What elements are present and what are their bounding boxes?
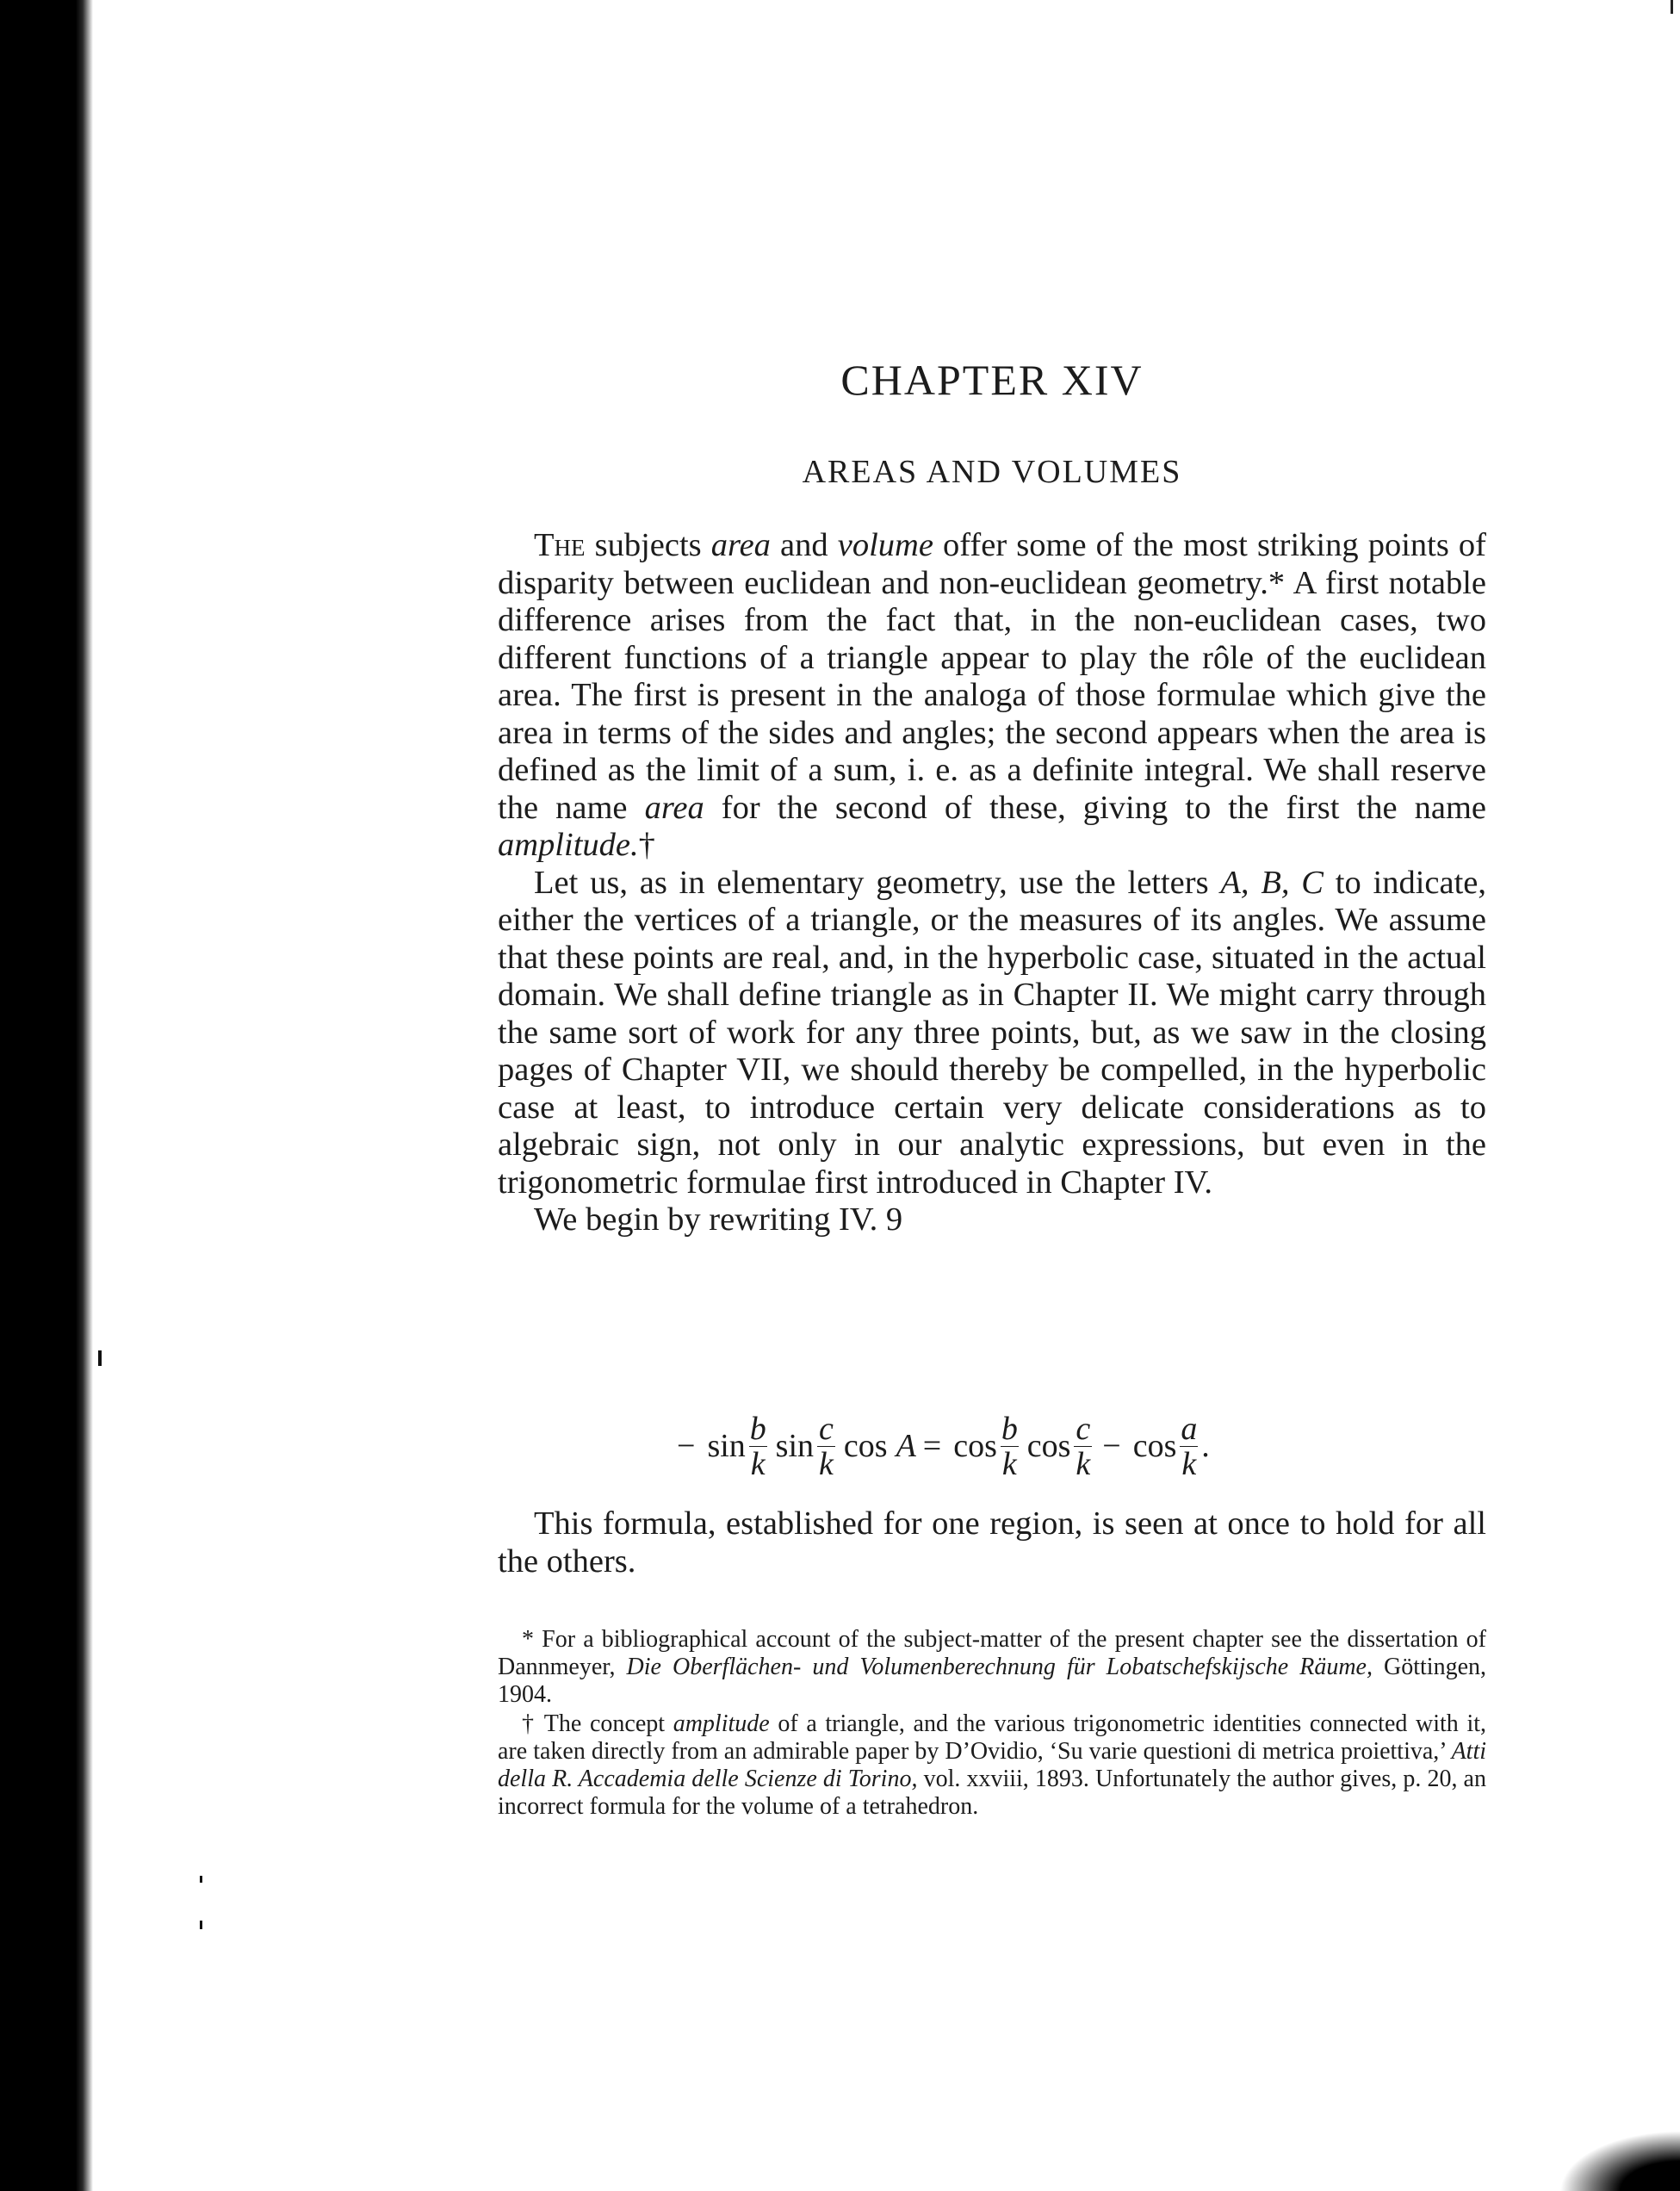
text-run: † The concept: [522, 1710, 666, 1737]
scan-edge-mark: [1671, 0, 1673, 14]
denominator: k: [1001, 1445, 1017, 1482]
math-cos: cos: [953, 1428, 997, 1464]
paragraph-3: We begin by rewriting IV. 9: [534, 1201, 903, 1238]
paragraph-4: This formula, established for one region, is seen at once to hold for all the others.: [498, 1505, 1486, 1580]
body-text: [498, 527, 1486, 1239]
denominator: k: [750, 1445, 766, 1482]
fraction-b-k: [1001, 1412, 1019, 1481]
denominator: k: [1076, 1445, 1091, 1482]
numerator: c: [819, 1410, 834, 1447]
chapter-subtitle: AREAS AND VOLUMES: [802, 454, 1182, 490]
text-run: * For a bibliographical account of the subject-matter of the present chapter see the dissertation of Dannmeyer,: [498, 1626, 1486, 1680]
math-letters: A, B, C: [1220, 864, 1324, 901]
denominator: k: [819, 1445, 834, 1482]
cited-title: Die Oberflächen- und Volumenberechnung für Lobatschefskijsche Räume,: [626, 1654, 1373, 1680]
numerator: a: [1181, 1410, 1198, 1447]
numerator: b: [1001, 1410, 1018, 1447]
denominator: k: [1181, 1445, 1197, 1482]
fraction-c-k: [1074, 1412, 1092, 1481]
numerator: c: [1076, 1410, 1091, 1447]
fraction-a-k: [1180, 1412, 1198, 1481]
text-run: vol. xxviii, 1893. Unfortunately the author gives, p. 20, an incorrect formula for the volume of a tetrahedron.: [498, 1766, 1486, 1820]
text-run: offer some of the most striking points of disparity between euclidean and non-euclidean geometry.* A first notable difference arises from the fact that, in the non-euclidean cases, two different functions of a triangle appear to play the rôle of the euclidean area. The first is present in the analoga of those formulae which give the area in terms of the sides and angles; the second appears when the area is defined as the limit of a sum, i. e. as a definite integral. We shall reserve the name: [498, 527, 1486, 826]
lead-word: The: [534, 527, 586, 563]
text-run: subjects: [594, 527, 702, 563]
footnotes: [498, 1626, 1486, 1822]
fraction-b-k: [749, 1412, 767, 1481]
emphasis-area: area: [644, 789, 704, 826]
chapter-heading: CHAPTER XIV: [840, 356, 1144, 404]
book-spine-shadow: [0, 0, 93, 2191]
math-equals: =: [922, 1428, 942, 1464]
fraction-c-k: [817, 1412, 835, 1481]
emphasis-amplitude: amplitude: [673, 1710, 770, 1737]
page-corner-shadow: [1559, 2131, 1680, 2191]
scan-speck: [200, 1876, 202, 1883]
numerator: b: [749, 1410, 766, 1447]
math-cos: cos: [1132, 1428, 1177, 1464]
text-run: to indicate, either the vertices of a triangle, or the measures of its angles. We assume that these points are real, and, in the hyperbolic case, situated in the actual domain. We shall define triangle as in Chapter II. We might carry through the same sort of work for any three points, but, as we saw in the closing pages of Chapter VII, we should thereby be compelled, in the hyperbolic case at least, to introduce certain very delicate considerations as to algebraic sign, not only in our analytic expressions, but even in the trigonometric formulae first introduced in Chapter IV.: [498, 864, 1486, 1201]
body-text-continued: [498, 1505, 1486, 1580]
math-cos: cos: [1026, 1428, 1071, 1464]
scan-speck: [200, 1921, 202, 1929]
emphasis-amplitude: amplitude.: [498, 827, 639, 863]
text-run: of a triangle, and the various trigonometric identities connected with it, are taken directly from an admirable paper by D’Ovidio, ‘Su varie questioni di metrica proiettiva,’: [498, 1710, 1487, 1765]
math-cos: cos: [843, 1428, 888, 1464]
text-run: Let us, as in elementary geometry, use the letters: [534, 864, 1209, 901]
footnote-2: [498, 1710, 1486, 1821]
equation-row: [670, 1399, 1210, 1493]
scan-speck: [98, 1350, 102, 1366]
paragraph-2: [498, 865, 1486, 1202]
equation-iv-9: [498, 1399, 1486, 1493]
paragraph-1: [498, 527, 1486, 865]
math-minus: −: [1102, 1428, 1121, 1464]
math-minus: −: [677, 1428, 696, 1464]
emphasis-volume: volume: [837, 527, 933, 563]
text-run: Göttingen, 1904.: [498, 1654, 1487, 1708]
cited-journal: Atti della R. Accademia delle Scienze di Torino,: [498, 1738, 1487, 1792]
math-sin: sin: [775, 1428, 815, 1464]
math-sin: sin: [707, 1428, 746, 1464]
math-period: .: [1201, 1428, 1210, 1464]
emphasis-area: area: [710, 527, 771, 563]
footnote-1: [498, 1626, 1486, 1709]
math-angle-a: A: [896, 1428, 916, 1464]
text-run: and: [780, 527, 828, 563]
footnote-marker: †: [638, 827, 655, 863]
text-run: for the second of these, giving to the first the name: [721, 789, 1486, 826]
